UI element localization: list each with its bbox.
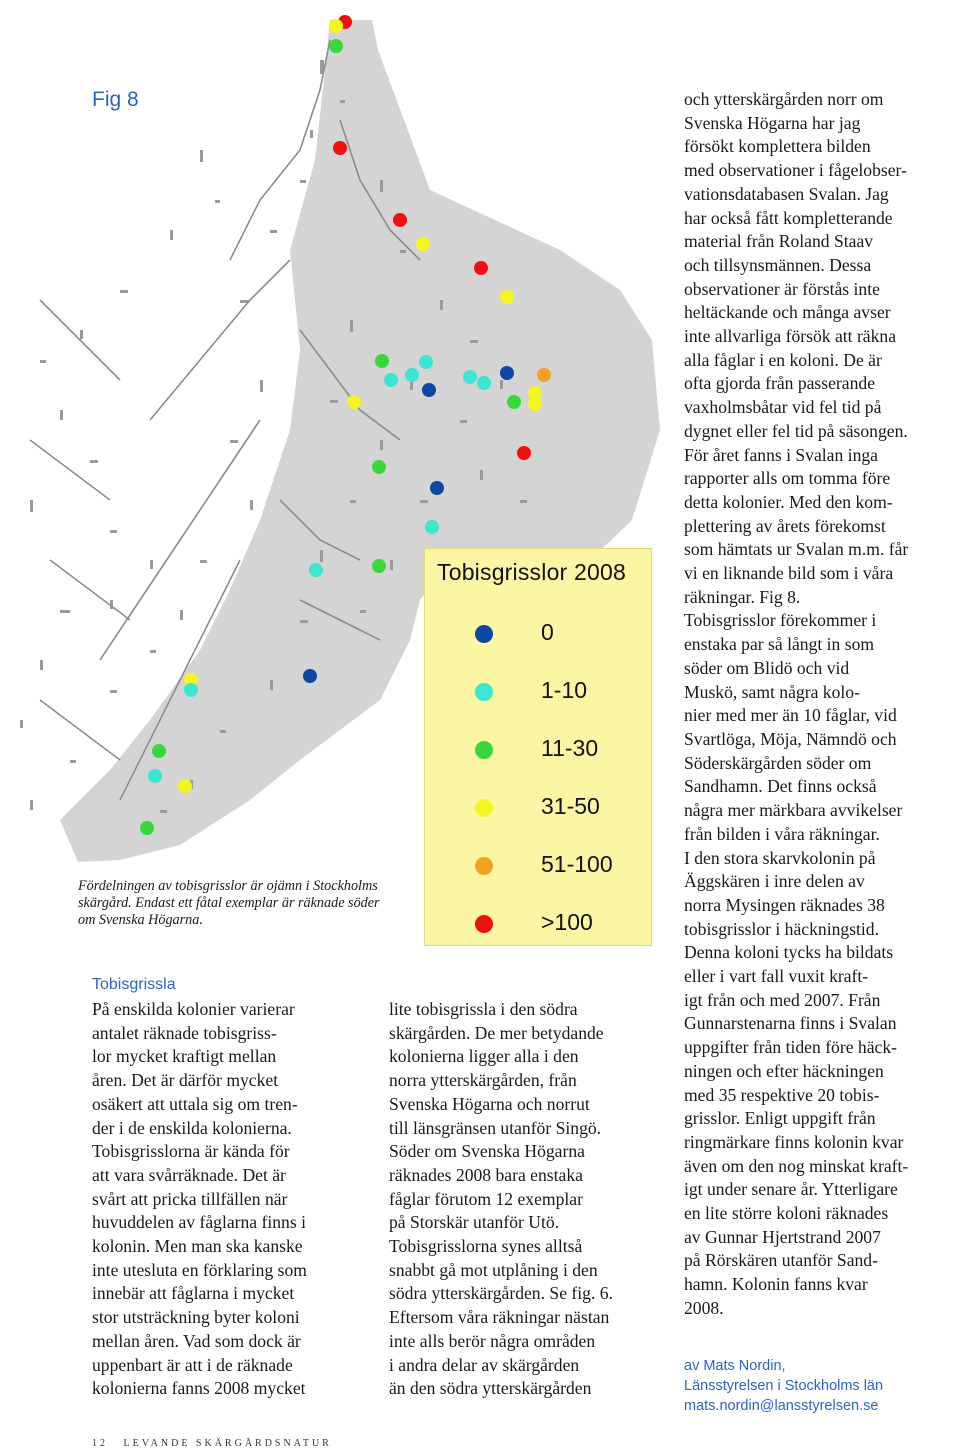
text-line: Söderskärgården söder om (684, 752, 872, 773)
text-line: Muskö, samt några kolo- (684, 681, 860, 702)
colony-point (528, 397, 542, 411)
text-line: hamn. Kolonin fanns kvar (684, 1274, 868, 1295)
figure-label: Fig 8 (92, 88, 139, 111)
text-line: norra ytterskärgården, från (389, 1070, 577, 1091)
legend-dot-icon (475, 625, 493, 643)
figure-caption: Fördelningen av tobisgrisslor är ojämn i Stockholms skärgård. Endast ett fåtal exemplar är räknade söder om Svenska Högarna. (78, 878, 380, 928)
colony-point (309, 563, 323, 577)
text-line: Svenska Högarna och norrut (389, 1093, 590, 1114)
text-line: kolonierna ligger alla i den (389, 1046, 579, 1067)
colony-point (329, 19, 343, 33)
text-line: svårt att pricka tillfällen när (92, 1188, 288, 1209)
section-title: Tobisgrissla (92, 976, 176, 993)
text-line: Tobisgrisslorna är kända för (92, 1141, 290, 1162)
colony-point (477, 376, 491, 390)
legend-title: Tobisgrisslor 2008 (437, 559, 626, 585)
text-line: lite tobisgrissla i den södra (389, 999, 578, 1019)
text-line: inte utesluta en förklaring som (92, 1259, 307, 1280)
text-line: dygnet eller fel tid på säsongen. (684, 420, 908, 441)
text-line: skärgården. De mer betydande (389, 1022, 604, 1043)
text-line: vationsdatabasen Svalan. Jag (684, 183, 889, 204)
text-line: på Storskär utanför Utö. (389, 1212, 560, 1233)
text-line: detta kolonier. Med den kom- (684, 491, 893, 512)
text-line: nier med mer än 10 fåglar, vid (684, 705, 897, 726)
text-line: på Rörskären utanför Sand- (684, 1250, 878, 1271)
text-line: norra Mysingen räknades 38 (684, 894, 885, 915)
text-line: kolonierna fanns 2008 mycket (92, 1378, 306, 1399)
byline-organisation: Länsstyrelsen i Stockholms län (684, 1378, 884, 1394)
text-line: tobisgrisslor i häckningstid. (684, 918, 879, 939)
text-line: alla fåglar i en koloni. De är (684, 349, 882, 370)
text-line: med observationer i fågelobser- (684, 160, 907, 181)
text-line: räkningar. Fig 8. (684, 586, 801, 607)
colony-point (333, 141, 347, 155)
text-line: der i de enskilda kolonierna. (92, 1117, 292, 1138)
text-line: ringmärkare finns kolonin kvar (684, 1131, 904, 1152)
colony-point (430, 481, 444, 495)
text-line: och ytterskärgården norr om (684, 89, 884, 109)
text-line: kolonin. Men man ska kanske (92, 1236, 303, 1257)
colony-point (148, 769, 162, 783)
text-line: Äggskären i inre delen av (684, 871, 865, 892)
text-line: observationer är förstås inte (684, 278, 880, 299)
text-line: som hämtats ur Svalan m.m. får (684, 539, 909, 560)
author-byline (684, 1356, 883, 1416)
text-line: och tillsynsmännen. Dessa (684, 254, 872, 275)
colony-point (140, 821, 154, 835)
colony-point (152, 744, 166, 758)
colony-point (422, 383, 436, 397)
colony-point (329, 39, 343, 53)
text-line: rapporter alls om tomma före (684, 468, 891, 489)
text-line: fåglar förutom 12 exemplar (389, 1188, 583, 1209)
text-line: med 35 respektive 20 tobis- (684, 1084, 880, 1105)
text-line: till länsgränsen utanför Singö. (389, 1117, 602, 1138)
text-line: huvuddelen av fåglarna finns i (92, 1212, 306, 1233)
colony-point (405, 368, 419, 382)
text-line: ningen och efter häckningen (684, 1060, 884, 1081)
text-line: snabbt gå mot utplåning i den (389, 1259, 598, 1280)
colony-point (500, 290, 514, 304)
article-column-2 (389, 998, 674, 1401)
text-line: heltäckande och många avser (684, 302, 891, 323)
text-line: Svartlöga, Möja, Nämndö och (684, 728, 897, 749)
colony-point (537, 368, 551, 382)
text-line: innebär att fåglarna i mycket (92, 1283, 295, 1304)
text-line: eller i vart fall vuxit kraft- (684, 966, 869, 987)
text-line: ofta gjorda från passerande (684, 373, 875, 394)
colony-point (517, 446, 531, 460)
text-line: även om den nog minskat kraft- (684, 1155, 909, 1176)
legend-dot-icon (475, 741, 493, 759)
text-line: enstaka par så långt in som (684, 634, 875, 655)
colony-point (425, 520, 439, 534)
text-line: stor utsträckning byter koloni (92, 1307, 300, 1328)
byline-author: av Mats Nordin, (684, 1358, 786, 1374)
text-line: än den södra ytterskärgården (389, 1378, 592, 1399)
text-line: I den stora skarvkolonin på (684, 847, 876, 868)
text-line: grisslor. Enligt uppgift från (684, 1108, 876, 1129)
text-line: plettering av årets förekomst (684, 515, 886, 536)
map-legend (424, 548, 652, 946)
colony-point (184, 683, 198, 697)
colony-point (507, 395, 521, 409)
article-column-1 (92, 998, 372, 1401)
legend-dot-icon (475, 799, 493, 817)
text-line: Söder om Svenska Högarna (389, 1141, 585, 1162)
text-line: Tobisgrisslor förekommer i (684, 610, 877, 631)
legend-label: 31-50 (541, 793, 600, 819)
colony-point (474, 261, 488, 275)
text-line: södra ytterskärgården. Se fig. 6. (389, 1283, 613, 1304)
legend-dot-icon (475, 857, 493, 875)
article-column-3 (684, 88, 960, 1321)
text-line: i andra delar av skärgården (389, 1354, 580, 1375)
colony-point (500, 366, 514, 380)
text-line: några mer märkbara avvikelser (684, 800, 903, 821)
text-line: För året fanns i Svalan inga (684, 444, 878, 465)
text-line: mellan åren. Vad som dock är (92, 1330, 301, 1351)
page-footer (92, 1438, 332, 1449)
text-line: igt under senare år. Ytterligare (684, 1179, 898, 1200)
colony-point (347, 395, 361, 409)
text-line: försökt komplettera bilden (684, 136, 871, 157)
legend-label: 11-30 (541, 735, 599, 761)
colony-point (375, 354, 389, 368)
text-line: uppgifter från tiden före häck- (684, 1037, 897, 1058)
page-number: 12 (92, 1438, 108, 1449)
text-line: antalet räknade tobisgriss- (92, 1022, 277, 1043)
text-line: Tobisgrisslorna synes alltså (389, 1236, 583, 1257)
text-line: inte alls berör några områden (389, 1330, 596, 1351)
legend-label: 51-100 (541, 851, 613, 877)
text-line: vi en liknande bild som i våra (684, 563, 894, 584)
text-line: Gunnarstenarna finns i Svalan (684, 1013, 897, 1034)
legend-label: >100 (541, 909, 593, 935)
colony-point (393, 213, 407, 227)
colony-point (178, 779, 192, 793)
text-line: Sandhamn. Det finns också (684, 776, 877, 797)
text-line: en lite större koloni räknades (684, 1203, 889, 1224)
text-line: igt från och med 2007. Från (684, 989, 881, 1010)
colony-point (384, 373, 398, 387)
colony-point (372, 460, 386, 474)
text-line: På enskilda kolonier varierar (92, 999, 295, 1019)
text-line: vaxholmsbåtar vid fel tid på (684, 397, 882, 418)
byline-email[interactable]: mats.nordin@lansstyrelsen.se (684, 1398, 879, 1414)
legend-label: 1-10 (541, 677, 588, 703)
colony-point (303, 669, 317, 683)
text-line: söder om Blidö och vid (684, 657, 850, 678)
legend-dot-icon (475, 915, 493, 933)
text-line: Denna koloni tycks ha bildats (684, 942, 894, 963)
text-line: osäkert att uttala sig om tren- (92, 1093, 298, 1114)
text-line: från bilden i våra räkningar. (684, 823, 880, 844)
colony-point (419, 355, 433, 369)
legend-label: 0 (541, 619, 554, 645)
text-line: av Gunnar Hjertstrand 2007 (684, 1226, 881, 1247)
text-line: åren. Det är därför mycket (92, 1070, 279, 1091)
text-line: har också fått kompletterande (684, 207, 893, 228)
text-line: Eftersom våra räkningar nästan (389, 1307, 610, 1328)
text-line: lor mycket kraftigt mellan (92, 1046, 277, 1067)
colony-point (463, 370, 477, 384)
text-line: att vara svårräknade. Det är (92, 1164, 286, 1185)
publication-name: LEVANDE SKÄRGÅRDSNATUR (123, 1438, 332, 1449)
text-line: 2008. (684, 1297, 724, 1318)
colony-point (416, 237, 430, 251)
text-line: Svenska Högarna har jag (684, 112, 861, 133)
text-line: räknades 2008 bara enstaka (389, 1164, 583, 1185)
colony-point (372, 559, 386, 573)
legend-dot-icon (475, 683, 493, 701)
text-line: inte allvarliga försök att räkna (684, 326, 897, 347)
text-line: material från Roland Staav (684, 231, 874, 252)
text-line: uppenbart är att i de räknade (92, 1354, 293, 1375)
